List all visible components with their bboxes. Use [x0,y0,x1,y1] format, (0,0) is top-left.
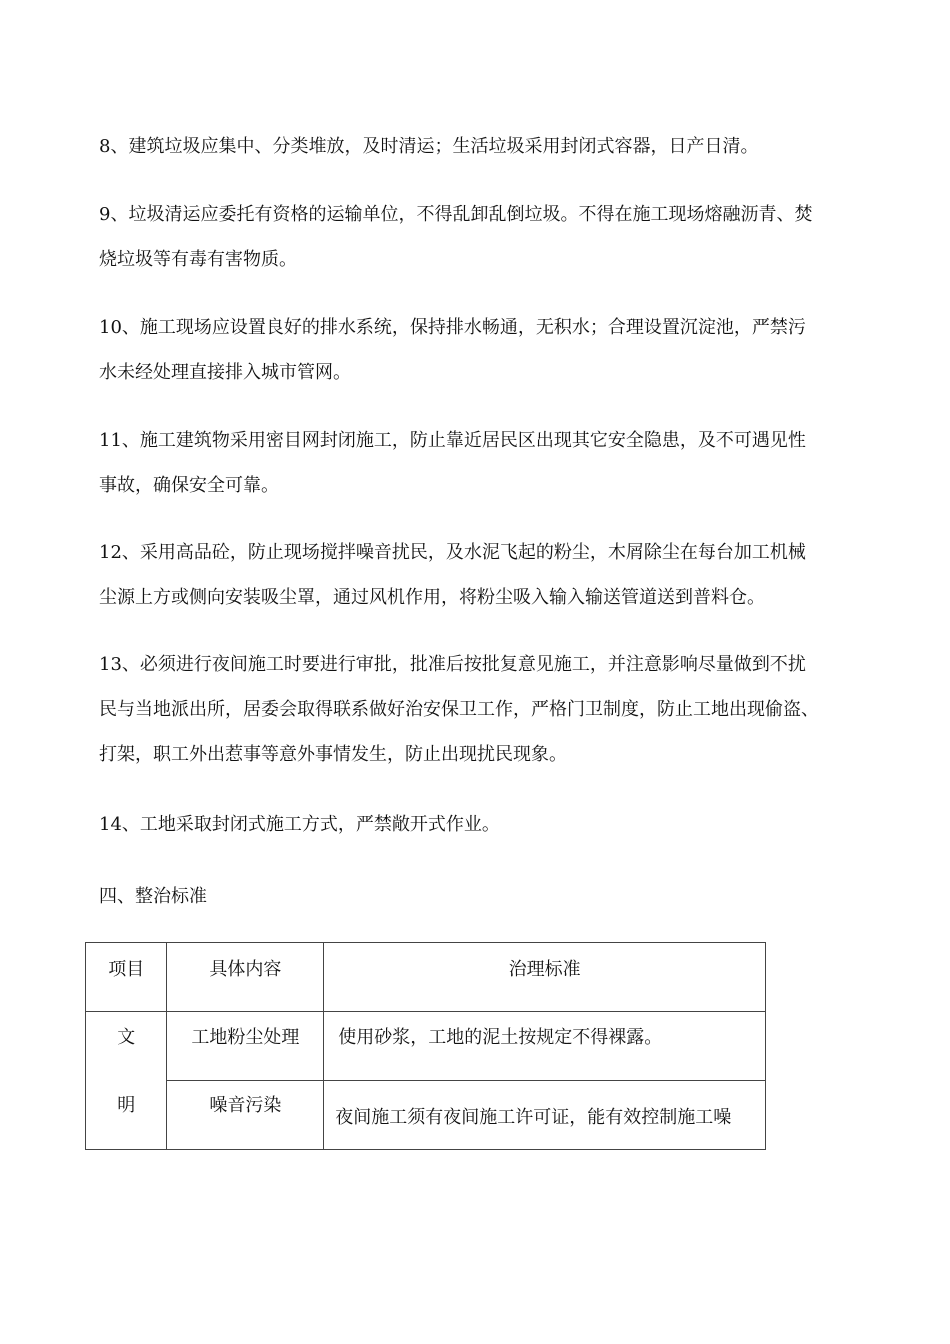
content-cell [167,1012,324,1081]
section-heading: 四、整治标准 [99,886,207,907]
category-cell-bottom [86,1081,167,1150]
item-9-line-1: 9、垃圾清运应委托有资格的运输单位，不得乱卸乱倒垃圾。不得在施工现场熔融沥青、焚 [99,204,813,225]
standard-cell [324,1012,766,1081]
table-row [86,1081,766,1150]
item-13 [99,642,869,777]
item-13-line-3: 打架，职工外出惹事等意外事情发生，防止出现扰民现象。 [99,744,567,765]
item-8 [99,124,869,169]
header-cell-content [167,943,324,1012]
item-11 [99,418,869,508]
content-text: 噪音污染 [209,1095,282,1116]
table-header-row [86,943,766,1012]
item-13-line-2: 民与当地派出所，居委会取得联系做好治安保卫工作，严格门卫制度，防止工地出现偷盗、 [99,699,819,720]
item-8-line-1: 8、建筑垃圾应集中、分类堆放，及时清运；生活垃圾采用封闭式容器，日产日清。 [99,136,759,157]
item-10 [99,305,869,395]
standard-cell [324,1081,766,1150]
header-cell-project [86,943,167,1012]
header-content-label: 具体内容 [209,959,282,980]
category-cell-top [86,1012,167,1081]
item-14-line-1: 14、工地采取封闭式施工方式，严禁敞开式作业。 [99,814,500,835]
header-standard-label: 治理标准 [508,959,581,980]
item-11-line-2: 事故，确保安全可靠。 [99,475,279,496]
standard-text: 夜间施工须有夜间施工许可证，能有效控制施工噪 [335,1107,732,1128]
category-char-1: 文 [117,1027,136,1048]
item-14 [99,802,869,847]
item-9-line-2: 烧垃圾等有毒有害物质。 [99,249,297,270]
item-11-line-1: 11、施工建筑物采用密目网封闭施工，防止靠近居民区出现其它安全隐患，及不可遇见性 [99,430,806,451]
item-12-line-2: 尘源上方或侧向安装吸尘罩，通过风机作用，将粉尘吸入输入输送管道送到普料仓。 [99,587,765,608]
table-row [86,1012,766,1081]
item-9 [99,192,869,282]
header-cell-standard [324,943,766,1012]
item-10-line-2: 水未经处理直接排入城市管网。 [99,362,351,383]
content-text: 工地粉尘处理 [191,1027,300,1048]
item-12 [99,530,869,620]
category-char-2: 明 [117,1094,136,1116]
content-cell [167,1081,324,1150]
standard-text: 使用砂浆，工地的泥土按规定不得裸露。 [338,1027,663,1048]
item-13-line-1: 13、必须进行夜间施工时要进行审批，批准后按批复意见施工，并注意影响尽量做到不扰 [99,654,806,675]
standards-table [85,942,766,1150]
item-10-line-1: 10、施工现场应设置良好的排水系统，保持排水畅通，无积水；合理设置沉淀池，严禁污 [99,317,806,338]
header-project-label: 项目 [108,959,145,980]
item-12-line-1: 12、采用高品砼，防止现场搅拌噪音扰民，及水泥飞起的粉尘，木屑除尘在每台加工机械 [99,542,806,563]
